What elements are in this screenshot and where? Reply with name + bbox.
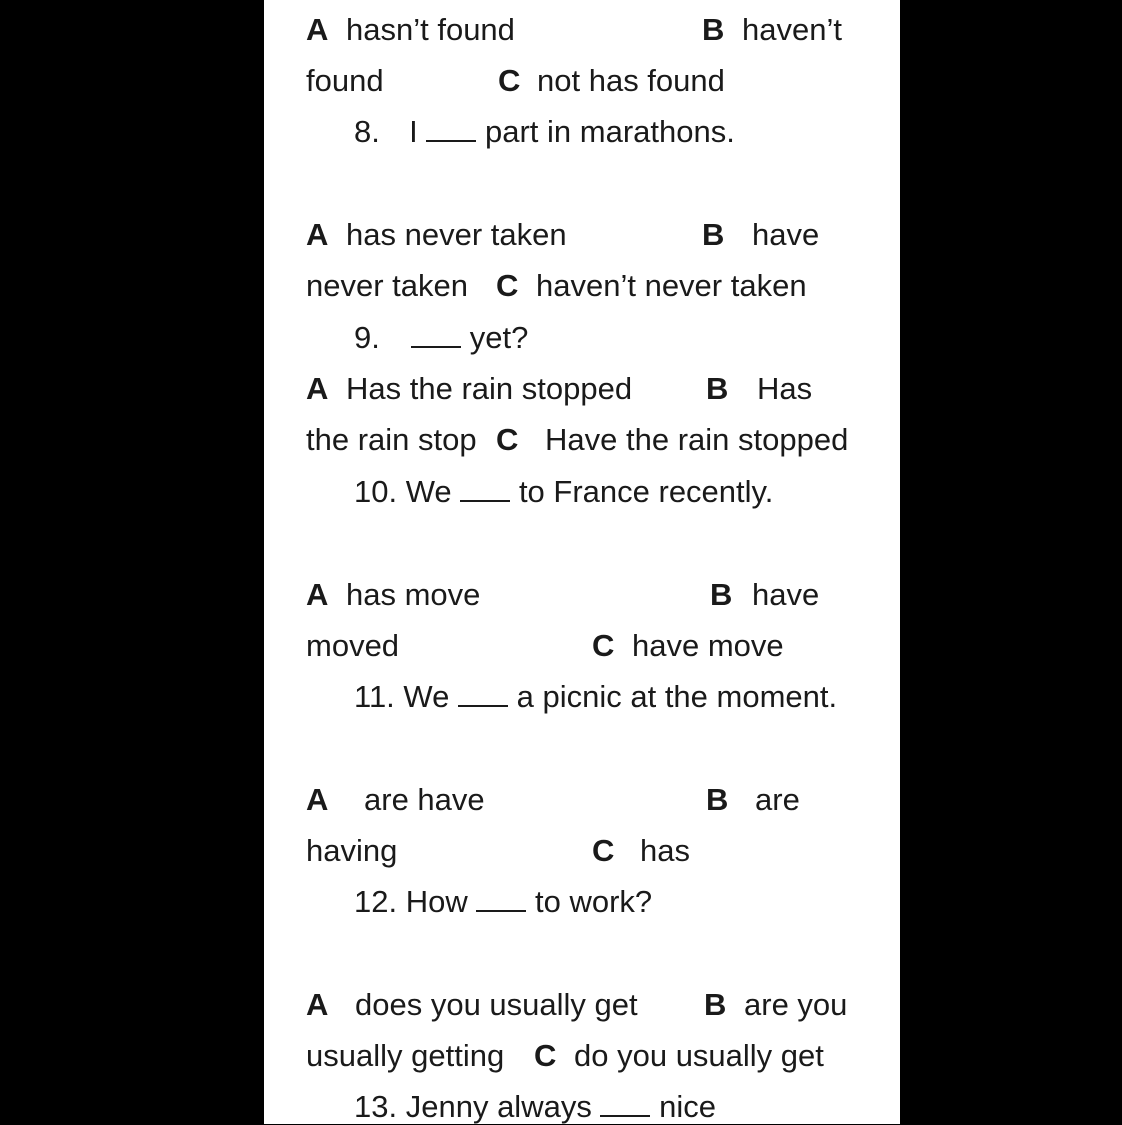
option-b-letter: B [702, 12, 725, 47]
option-a-letter: A [306, 371, 329, 406]
option-a-text: Has the rain stopped [346, 371, 633, 406]
option-b-text-continued: having [306, 833, 398, 868]
answer-blank [458, 679, 508, 707]
question-9 [354, 320, 528, 356]
option-a-letter: A [306, 782, 329, 817]
question-number: 12. [354, 884, 398, 919]
option-a-letter: A [306, 577, 329, 612]
option-b-text: haven’t [742, 12, 842, 47]
question-text-after: a picnic at the moment. [516, 679, 838, 714]
question-text-before: We [403, 679, 450, 714]
question-10 [354, 474, 773, 510]
answer-blank [460, 474, 510, 502]
answer-blank [476, 884, 526, 912]
option-b-text-continued: usually getting [306, 1038, 505, 1073]
question-number: 9. [354, 320, 380, 355]
answer-blank [600, 1089, 650, 1117]
question-text-before: Jenny always [405, 1089, 592, 1124]
question-number: 10. [354, 474, 398, 509]
option-c-text: has [640, 833, 690, 868]
option-b-letter: B [702, 217, 725, 252]
question-text-after: part in marathons. [484, 114, 735, 149]
option-a-letter: A [306, 217, 329, 252]
question-11 [354, 679, 837, 715]
question-text-before: I [409, 114, 418, 149]
answer-blank [411, 320, 461, 348]
option-b-letter: B [706, 371, 729, 406]
question-12 [354, 884, 652, 920]
option-c-letter: C [496, 268, 519, 303]
option-a-text: are have [364, 782, 485, 817]
option-c-text: Have the rain stopped [545, 422, 849, 457]
question-text-before: How [405, 884, 468, 919]
option-c-letter: C [534, 1038, 557, 1073]
question-text-after: to work? [535, 884, 653, 919]
option-b-text: have [752, 577, 820, 612]
option-c-text: have move [632, 628, 784, 663]
option-a-text: does you usually get [355, 987, 638, 1022]
question-number: 8. [354, 114, 380, 149]
question-text-after: nice [659, 1089, 716, 1124]
option-a-text: has never taken [346, 217, 567, 252]
option-b-text-continued: never taken [306, 268, 468, 303]
option-b-text: have [752, 217, 820, 252]
option-b-text-continued: the rain stop [306, 422, 477, 457]
question-text-before: We [405, 474, 452, 509]
option-b-text-continued: moved [306, 628, 400, 663]
question-8 [354, 114, 735, 150]
option-b-text: Has [757, 371, 813, 406]
option-b-text-continued: found [306, 63, 384, 98]
option-b-letter: B [706, 782, 729, 817]
question-text-after: yet? [469, 320, 529, 355]
option-b-letter: B [704, 987, 727, 1022]
question-13 [354, 1089, 716, 1125]
worksheet-page [264, 0, 900, 1124]
option-a-letter: A [306, 987, 329, 1022]
option-b-text: are you [744, 987, 848, 1022]
option-b-letter: B [710, 577, 733, 612]
question-text-after: to France recently. [518, 474, 774, 509]
option-c-text: do you usually get [574, 1038, 824, 1073]
option-c-text: haven’t never taken [536, 268, 807, 303]
option-c-letter: C [592, 833, 615, 868]
question-number: 13. [354, 1089, 398, 1124]
option-a-text: has move [346, 577, 481, 612]
option-c-letter: C [496, 422, 519, 457]
option-c-letter: C [498, 63, 521, 98]
answer-blank [426, 114, 476, 142]
option-b-text: are [755, 782, 800, 817]
option-a-letter: A [306, 12, 329, 47]
question-number: 11. [354, 679, 395, 714]
option-c-text: not has found [537, 63, 725, 98]
option-c-letter: C [592, 628, 615, 663]
option-a-text: hasn’t found [346, 12, 515, 47]
